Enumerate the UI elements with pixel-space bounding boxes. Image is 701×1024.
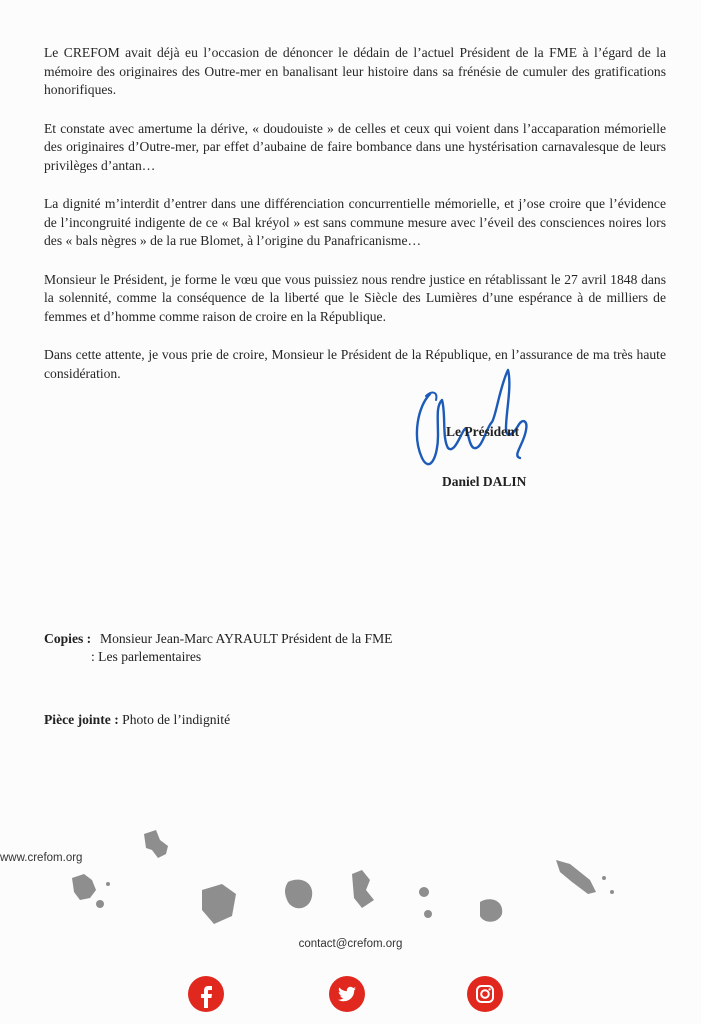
copies-section (44, 630, 393, 666)
island-shape (202, 884, 236, 924)
island-shape (480, 899, 502, 921)
island-shape (424, 910, 432, 918)
instagram-icon[interactable] (467, 976, 503, 1012)
attachment-line (44, 712, 230, 728)
paragraph-3: La dignité m’interdit d’entrer dans une différenciation concurrentielle mémorielle, et j’ose croire que l’évidence de l’incongruité indigente de ce « Bal kréyol » est sans commune mesure avec l’éveil des consciences noires lors des « bals nègres » de la rue Blomet, à l’origine du Panafricanisme… (44, 196, 666, 248)
island-shape (72, 874, 96, 900)
island-shape (96, 900, 104, 908)
signatory-name: Daniel DALIN (442, 474, 527, 489)
signature-block (408, 366, 568, 506)
attachment-label: Pièce jointe : (44, 712, 119, 727)
letter-body (44, 44, 666, 403)
attachment-value: Photo de l’indignité (118, 712, 231, 727)
facebook-icon[interactable] (188, 976, 224, 1012)
handwritten-signature (408, 366, 568, 476)
copies-recipient: Monsieur Jean-Marc AYRAULT Président de la FME (100, 631, 393, 646)
overseas-islands-map (0, 820, 701, 940)
contact-email[interactable]: contact@crefom.org (298, 938, 403, 950)
island-shape (610, 890, 614, 894)
island-shape (602, 876, 606, 880)
paragraph-1: Le CREFOM avait déjà eu l’occasion de dénoncer le dédain de l’actuel Président de la FME à l’égard de la mémoire des originaires des Outre-mer en banalisant leur histoire dans sa frénésie de cumuler des gratifications honorifiques. (44, 45, 666, 97)
island-shape (144, 830, 168, 858)
copies-recipient: : Les parlementaires (91, 649, 202, 664)
paragraph-5: Dans cette attente, je vous prie de croire, Monsieur le Président de la République, en l’assurance de ma très haute considération. (44, 347, 666, 381)
paragraph-4: Monsieur le Président, je forme le vœu que vous puissiez nous rendre justice en rétablissant le 27 avril 1848 dans la solennité, comme la conséquence de la liberté que le Siècle des Lumières d’une espérance à de milliers de femmes et d’homme comme raison de croire en la République. (44, 271, 666, 324)
twitter-icon[interactable] (329, 976, 365, 1012)
paragraph-2: Et constate avec amertume la dérive, « doudouiste » de celles et ceux qui voient dans l’accaparation mémorielle des originaires d’Outre-mer, par effet d’aubaine de faire bombance dans une hystérisation carnavalesque de leurs privilèges d’antan… (44, 120, 666, 173)
island-shape (419, 887, 429, 897)
island-shape (106, 882, 110, 886)
island-shape (556, 860, 596, 894)
website-url[interactable]: www.crefom.org (0, 852, 83, 864)
island-shape (285, 880, 312, 909)
copies-label: Copies : (44, 631, 92, 646)
island-shape (352, 870, 374, 908)
signatory-title: Le Président (446, 424, 520, 439)
